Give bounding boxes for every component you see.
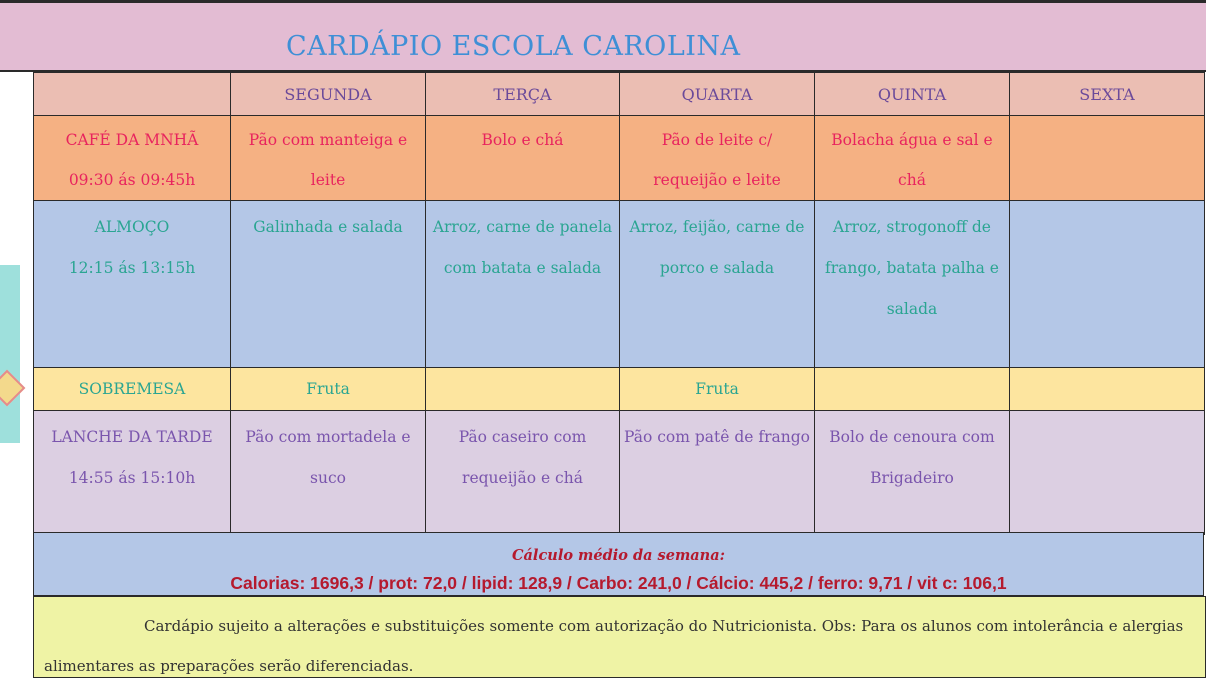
menu-cell: Pão com patê de frango bbox=[620, 411, 815, 535]
side-decoration bbox=[0, 265, 20, 443]
menu-cell: Pão com mortadela e suco bbox=[231, 411, 426, 535]
row-lanche bbox=[34, 411, 1205, 535]
menu-cell: Fruta bbox=[231, 368, 426, 411]
meal-label: LANCHE DA TARDE bbox=[51, 428, 213, 446]
header-row bbox=[34, 73, 1205, 116]
row-label-lanche bbox=[34, 411, 231, 535]
row-label-almoco bbox=[34, 201, 231, 368]
menu-cell: Bolo de cenoura com Brigadeiro bbox=[815, 411, 1010, 535]
menu-cell: Bolacha água e sal e chá bbox=[815, 116, 1010, 201]
meal-label: CAFÉ DA MNHÃ bbox=[65, 131, 199, 149]
note-line-1: Cardápio sujeito a alterações e substituições somente com autorização do Nutricionista. Obs: Para os alunos com intolerância e alergias bbox=[144, 617, 1184, 635]
menu-cell bbox=[815, 368, 1010, 411]
menu-cell bbox=[1010, 411, 1205, 535]
day-header-terca: TERÇA bbox=[426, 73, 620, 116]
menu-cell: Arroz, carne de panela com batata e salada bbox=[426, 201, 620, 368]
menu-cell: Galinhada e salada bbox=[231, 201, 426, 368]
meal-time: 09:30 ás 09:45h bbox=[68, 171, 196, 189]
menu-cell: Arroz, strogonoff de frango, batata palha e salada bbox=[815, 201, 1010, 368]
menu-cell bbox=[1010, 116, 1205, 201]
row-cafe bbox=[34, 116, 1205, 201]
menu-cell: Pão caseiro com requeijão e chá bbox=[426, 411, 620, 535]
day-header-quarta: QUARTA bbox=[620, 73, 815, 116]
menu-cell: Arroz, feijão, carne de porco e salada bbox=[620, 201, 815, 368]
row-label-sobremesa: SOBREMESA bbox=[34, 368, 231, 411]
day-header-segunda: SEGUNDA bbox=[231, 73, 426, 116]
menu-cell bbox=[1010, 201, 1205, 368]
menu-cell: Fruta bbox=[620, 368, 815, 411]
diamond-icon bbox=[0, 370, 25, 407]
menu-cell bbox=[1010, 368, 1205, 411]
meal-label: ALMOÇO bbox=[94, 218, 170, 236]
note-line-2: alimentares as preparações serão diferenciadas. bbox=[44, 657, 414, 675]
row-almoco bbox=[34, 201, 1205, 368]
row-label-cafe bbox=[34, 116, 231, 201]
meal-time: 12:15 ás 13:15h bbox=[68, 259, 196, 277]
menu-table bbox=[33, 72, 1205, 535]
menu-cell bbox=[426, 368, 620, 411]
summary-values: Calorias: 1696,3 / prot: 72,0 / lipid: 128,9 / Carbo: 241,0 / Cálcio: 445,2 / ferro: 9,71 / vit c: 106,1 bbox=[230, 573, 1007, 593]
nutrition-summary bbox=[33, 532, 1204, 596]
footer-note bbox=[33, 596, 1206, 678]
meal-time: 14:55 ás 15:10h bbox=[68, 469, 196, 487]
header-empty-cell bbox=[34, 73, 231, 116]
day-header-sexta: SEXTA bbox=[1010, 73, 1205, 116]
title-bar bbox=[0, 0, 1206, 72]
menu-cell: Pão de leite c/ requeijão e leite bbox=[620, 116, 815, 201]
summary-title: Cálculo médio da semana: bbox=[512, 547, 725, 564]
day-header-quinta: QUINTA bbox=[815, 73, 1010, 116]
row-sobremesa bbox=[34, 368, 1205, 411]
page-title: CARDÁPIO ESCOLA CAROLINA bbox=[286, 31, 741, 62]
menu-cell: Pão com manteiga e leite bbox=[231, 116, 426, 201]
menu-cell: Bolo e chá bbox=[426, 116, 620, 201]
